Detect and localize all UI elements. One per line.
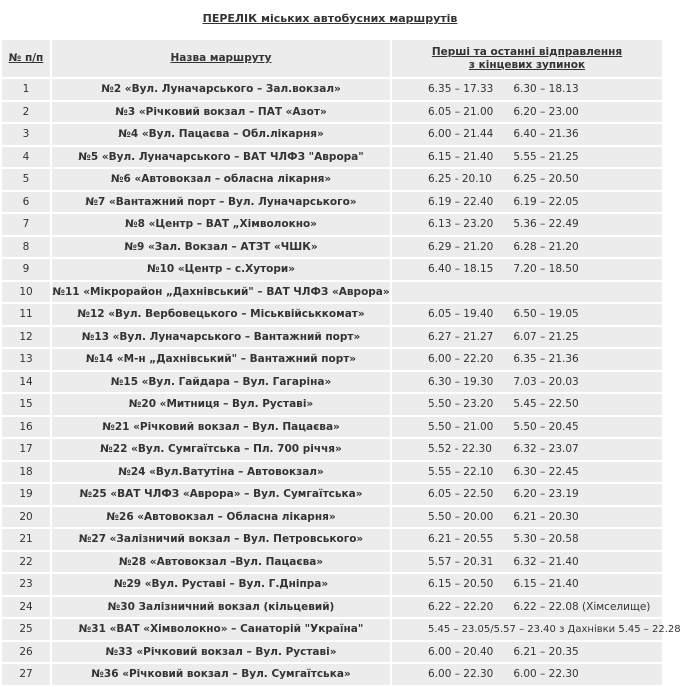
route-name-cell: №6 «Автовокзал – обласна лікарня» — [52, 169, 390, 190]
first-terminal-times: 6.40 – 18.15 — [428, 263, 494, 276]
route-number-cell: 3 — [2, 124, 50, 145]
second-terminal-times: 6.32 – 21.40 — [513, 555, 579, 568]
table-row — [2, 597, 662, 618]
page-title: ПЕРЕЛІК міських автобусних маршрутів — [202, 12, 458, 25]
route-name-cell: №7 «Вантажний порт – Вул. Луначарського» — [52, 192, 390, 213]
first-terminal-times: 5.50 – 20.00 — [428, 510, 494, 523]
route-number-cell: 19 — [2, 484, 50, 505]
route-number-cell: 5 — [2, 169, 50, 190]
second-terminal-times: 6.00 – 22.30 — [513, 668, 579, 681]
second-terminal-times: 6.21 – 20.30 — [513, 510, 579, 523]
table-row — [2, 214, 662, 235]
route-times-cell — [392, 439, 662, 460]
first-terminal-times: 5.50 – 23.20 — [428, 398, 494, 411]
column-header-times-line2: з кінцевих зупинок — [468, 58, 586, 71]
route-number-cell: 4 — [2, 147, 50, 168]
route-number-cell: 9 — [2, 259, 50, 280]
route-times-cell — [392, 102, 662, 123]
route-number-cell: 1 — [2, 79, 50, 100]
table-row — [2, 439, 662, 460]
route-times-cell — [392, 642, 662, 663]
table-row — [2, 552, 662, 573]
route-times-cell — [392, 462, 662, 483]
first-terminal-times: 6.05 – 22.50 — [428, 488, 494, 501]
table-row — [2, 574, 662, 595]
route-times-cell — [392, 282, 662, 303]
first-terminal-times: 6.19 – 22.40 — [428, 195, 494, 208]
route-name-cell: №26 «Автовокзал – Обласна лікарня» — [52, 507, 390, 528]
first-terminal-times: 6.21 – 20.55 — [428, 533, 494, 546]
route-number-cell: 11 — [2, 304, 50, 325]
second-terminal-times: 6.15 – 21.40 — [513, 578, 579, 591]
route-name-cell: №27 «Залізничий вокзал – Вул. Петровського» — [52, 529, 390, 550]
route-number-cell: 21 — [2, 529, 50, 550]
first-terminal-times: 6.00 – 22.20 — [428, 353, 494, 366]
route-number-cell: 25 — [2, 619, 50, 640]
first-terminal-times: 5.45 – 23.05/5.57 – 23.40 — [428, 623, 556, 635]
route-name-cell: №20 «Митниця – Вул. Руставі» — [52, 394, 390, 415]
route-times-cell — [392, 349, 662, 370]
route-name-cell: №30 Залізничний вокзал (кільцевий) — [52, 597, 390, 618]
second-terminal-times: 6.25 – 20.50 — [513, 173, 579, 186]
route-times-cell — [392, 192, 662, 213]
column-header-num: № п/п — [2, 40, 50, 77]
route-number-cell: 18 — [2, 462, 50, 483]
table-row — [2, 192, 662, 213]
second-terminal-times: 5.45 – 22.50 — [513, 398, 579, 411]
route-name-cell: №9 «Зал. Вокзал – АТЗТ «ЧШК» — [52, 237, 390, 258]
table-row — [2, 394, 662, 415]
second-terminal-times: 6.22 – 22.08 (Хімселище) — [513, 600, 651, 613]
first-terminal-times: 6.15 – 20.50 — [428, 578, 494, 591]
first-terminal-times: 6.05 – 21.00 — [428, 105, 494, 118]
first-terminal-times: 6.22 – 22.20 — [428, 600, 494, 613]
route-number-cell: 10 — [2, 282, 50, 303]
first-terminal-times: 6.05 – 19.40 — [428, 308, 494, 321]
first-terminal-times: 5.52 - 22.30 — [428, 443, 492, 456]
table-row — [2, 237, 662, 258]
route-number-cell: 27 — [2, 664, 50, 685]
first-terminal-times: 6.15 – 21.40 — [428, 150, 494, 163]
route-name-cell: №29 «Вул. Руставі – Вул. Г.Дніпра» — [52, 574, 390, 595]
route-name-cell: №13 «Вул. Луначарського – Вантажний порт» — [52, 327, 390, 348]
second-terminal-times: 6.07 – 21.25 — [513, 330, 579, 343]
route-name-cell: №2 «Вул. Луначарського – Зал.вокзал» — [52, 79, 390, 100]
table-row — [2, 372, 662, 393]
routes-table-body — [2, 79, 681, 685]
route-times-cell — [392, 394, 662, 415]
first-terminal-times: 6.35 – 17.33 — [428, 83, 494, 96]
first-terminal-times: 6.29 – 21.20 — [428, 240, 494, 253]
route-times-cell — [392, 552, 662, 573]
second-terminal-times: 5.36 – 22.49 — [513, 218, 579, 231]
route-number-cell: 15 — [2, 394, 50, 415]
route-number-cell: 20 — [2, 507, 50, 528]
route-name-cell: №8 «Центр – ВАТ „Хімволокно» — [52, 214, 390, 235]
route-times-cell — [392, 259, 662, 280]
first-terminal-times: 6.00 – 20.40 — [428, 645, 494, 658]
first-terminal-times: 6.30 – 19.30 — [428, 375, 494, 388]
route-name-cell: №24 «Вул.Ватутіна – Автовокзал» — [52, 462, 390, 483]
second-terminal-times: 6.19 – 22.05 — [513, 195, 579, 208]
route-times-cell — [392, 169, 662, 190]
second-terminal-times: 6.30 – 22.45 — [513, 465, 579, 478]
route-name-cell: №11 «Мікрорайон „Дахнівський" – ВАТ ЧЛФЗ «Аврора» — [52, 282, 390, 303]
route-number-cell: 2 — [2, 102, 50, 123]
route-number-cell: 23 — [2, 574, 50, 595]
first-terminal-times: 6.25 - 20.10 — [428, 173, 492, 186]
table-row — [2, 259, 662, 280]
first-terminal-times: 5.55 – 22.10 — [428, 465, 494, 478]
column-header-name: Назва маршруту — [52, 40, 390, 77]
route-times-cell — [392, 214, 662, 235]
route-number-cell: 22 — [2, 552, 50, 573]
table-row — [2, 102, 662, 123]
route-name-cell: №33 «Річковий вокзал – Вул. Руставі» — [52, 642, 390, 663]
route-times-cell — [392, 147, 662, 168]
route-name-cell: №22 «Вул. Сумгаїтська – Пл. 700 річчя» — [52, 439, 390, 460]
route-name-cell: №10 «Центр – с.Хутори» — [52, 259, 390, 280]
route-name-cell: №3 «Річковий вокзал – ПАТ «Азот» — [52, 102, 390, 123]
table-row — [2, 619, 662, 640]
second-terminal-times: 6.28 – 21.20 — [513, 240, 579, 253]
route-times-cell — [392, 417, 662, 438]
first-terminal-times: 5.50 – 21.00 — [428, 420, 494, 433]
route-name-cell: №14 «М-н „Дахнівський" – Вантажний порт» — [52, 349, 390, 370]
route-number-cell: 26 — [2, 642, 50, 663]
second-terminal-times: 5.30 – 20.58 — [513, 533, 579, 546]
first-terminal-times: 6.13 – 23.20 — [428, 218, 494, 231]
route-number-cell: 6 — [2, 192, 50, 213]
route-times-cell — [392, 304, 662, 325]
table-row — [2, 147, 662, 168]
route-number-cell: 17 — [2, 439, 50, 460]
first-terminal-times: 6.00 – 21.44 — [428, 128, 494, 141]
second-terminal-times: 5.50 – 20.45 — [513, 420, 579, 433]
second-terminal-times: 6.21 – 20.35 — [513, 645, 579, 658]
second-terminal-times: 6.20 – 23.19 — [513, 488, 579, 501]
second-terminal-times: 7.03 – 20.03 — [513, 375, 579, 388]
second-terminal-times: з Дахнівки 5.45 – 22.28 — [559, 623, 681, 635]
second-terminal-times: 6.35 – 21.36 — [513, 353, 579, 366]
table-row — [2, 349, 662, 370]
route-name-cell: №25 «ВАТ ЧЛФЗ «Аврора» – Вул. Сумгаїтська» — [52, 484, 390, 505]
route-name-cell: №36 «Річковий вокзал – Вул. Сумгаїтська» — [52, 664, 390, 685]
second-terminal-times: 6.32 – 23.07 — [513, 443, 579, 456]
route-number-cell: 16 — [2, 417, 50, 438]
table-row — [2, 304, 662, 325]
route-times-cell — [392, 79, 662, 100]
second-terminal-times: 6.40 – 21.36 — [513, 128, 579, 141]
column-header-times-line1: Перші та останні відправлення — [431, 45, 623, 58]
table-row — [2, 664, 662, 685]
route-times-cell — [392, 664, 662, 685]
second-terminal-times: 6.20 – 23.00 — [513, 105, 579, 118]
table-row — [2, 642, 662, 663]
route-name-cell: №12 «Вул. Вербовецького – Міськвійськкомат» — [52, 304, 390, 325]
route-times-cell — [392, 237, 662, 258]
route-name-cell: №4 «Вул. Пацаєва – Обл.лікарня» — [52, 124, 390, 145]
table-header-row — [2, 40, 662, 77]
routes-table — [0, 38, 681, 687]
route-times-cell — [392, 574, 662, 595]
second-terminal-times: 6.30 – 18.13 — [513, 83, 579, 96]
table-row — [2, 124, 662, 145]
route-number-cell: 24 — [2, 597, 50, 618]
route-name-cell: №28 «Автовокзал –Вул. Пацаєва» — [52, 552, 390, 573]
second-terminal-times: 6.50 – 19.05 — [513, 308, 579, 321]
table-row — [2, 484, 662, 505]
second-terminal-times: 5.55 – 21.25 — [513, 150, 579, 163]
route-number-cell: 8 — [2, 237, 50, 258]
route-name-cell: №5 «Вул. Луначарського – ВАТ ЧЛФЗ "Аврора" — [52, 147, 390, 168]
table-row — [2, 529, 662, 550]
first-terminal-times: 5.57 – 20.31 — [428, 555, 494, 568]
table-row — [2, 282, 662, 303]
route-times-cell — [392, 372, 662, 393]
route-number-cell: 7 — [2, 214, 50, 235]
table-row — [2, 507, 662, 528]
second-terminal-times: 7.20 – 18.50 — [513, 263, 579, 276]
first-terminal-times: 6.00 – 22.30 — [428, 668, 494, 681]
table-row — [2, 417, 662, 438]
table-row — [2, 462, 662, 483]
route-number-cell: 12 — [2, 327, 50, 348]
table-row — [2, 79, 662, 100]
route-name-cell: №21 «Річковий вокзал – Вул. Пацаєва» — [52, 417, 390, 438]
route-times-cell — [392, 529, 662, 550]
route-name-cell: №31 «ВАТ «Хімволокно» – Санаторій "Україна" — [52, 619, 390, 640]
table-row — [2, 169, 662, 190]
route-times-cell — [392, 124, 662, 145]
first-terminal-times: 6.27 – 21.27 — [428, 330, 494, 343]
route-number-cell: 14 — [2, 372, 50, 393]
route-name-cell: №15 «Вул. Гайдара – Вул. Гагаріна» — [52, 372, 390, 393]
route-times-cell — [392, 619, 681, 640]
route-times-cell — [392, 597, 662, 618]
route-times-cell — [392, 507, 662, 528]
route-number-cell: 13 — [2, 349, 50, 370]
table-row — [2, 327, 662, 348]
route-times-cell — [392, 327, 662, 348]
route-times-cell — [392, 484, 662, 505]
column-header-times — [392, 40, 662, 77]
